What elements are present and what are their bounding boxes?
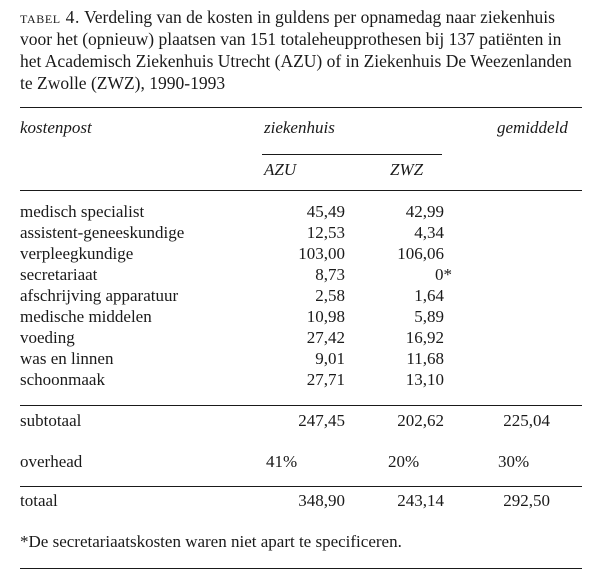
row-azu-value: 10,98 [306, 307, 345, 326]
overhead-label: overhead [20, 452, 83, 471]
row-azu-value: 27,42 [306, 328, 345, 347]
table-caption [20, 6, 582, 94]
overhead-zwz: 20% [388, 452, 420, 471]
row-azu-value: 9,01 [315, 349, 345, 368]
row-kostenpost: afschrijving apparatuur [20, 286, 179, 305]
header-azu: AZU [264, 160, 297, 179]
row-zwz-value: 0* [435, 265, 452, 284]
subtotal-gemiddeld: 225,04 [503, 411, 550, 430]
row-kostenpost: was en linnen [20, 349, 114, 368]
row-azu-value: 8,73 [315, 265, 345, 284]
table-row [20, 285, 582, 306]
bottom-rule [20, 568, 582, 569]
row-azu-value: 103,00 [298, 244, 345, 263]
total-gemiddeld: 292,50 [503, 491, 550, 510]
row-kostenpost: medische middelen [20, 307, 152, 326]
header-ziekenhuis: ziekenhuis [264, 118, 335, 137]
row-zwz-value: 42,99 [405, 202, 444, 221]
subtotal-azu: 247,45 [298, 411, 345, 430]
table-row [20, 369, 582, 390]
overhead-gemiddeld: 30% [498, 452, 530, 471]
table-row [20, 243, 582, 264]
total-azu: 348,90 [298, 491, 345, 510]
overhead-row [20, 451, 582, 472]
header-gemiddeld: gemiddeld [497, 118, 568, 137]
row-kostenpost: verpleegkundige [20, 244, 134, 263]
row-zwz-value: 106,06 [397, 244, 444, 263]
table-row [20, 222, 582, 243]
row-azu-value: 27,71 [306, 370, 345, 389]
overhead-azu: 41% [266, 452, 298, 471]
row-zwz-value: 1,64 [414, 286, 444, 305]
row-azu-value: 45,49 [306, 202, 345, 221]
row-zwz-value: 16,92 [405, 328, 444, 347]
subtotal-label: subtotaal [20, 411, 82, 430]
row-zwz-value: 13,10 [405, 370, 444, 389]
row-zwz-value: 4,34 [414, 223, 444, 242]
total-row [20, 490, 582, 511]
subtotal-rule [20, 405, 582, 406]
row-azu-value: 2,58 [315, 286, 345, 305]
subtotal-zwz: 202,62 [397, 411, 444, 430]
subtotal-row [20, 410, 582, 431]
total-zwz: 243,14 [397, 491, 444, 510]
row-kostenpost: medisch specialist [20, 202, 145, 221]
caption-text: Verdeling van de kosten in guldens per opnamedag naar ziekenhuis voor het (opnieuw) plaatsen van 151 totaleheupprothesen bij 137 patiënten in het Academisch Ziekenhuis Utrecht (AZU) of in Ziekenhuis De Weezenlanden te Zwolle (ZWZ), 1990-1993 [20, 7, 572, 93]
table-footnote: *De secretariaatskosten waren niet apart te specificeren. [20, 532, 402, 551]
ziekenhuis-sub-rule [262, 154, 442, 155]
row-kostenpost: secretariaat [20, 265, 98, 284]
header-rule [20, 190, 582, 191]
header-zwz: ZWZ [390, 160, 424, 179]
caption-label: tabel 4. [20, 7, 80, 27]
table-row [20, 201, 582, 222]
header-kostenpost: kostenpost [20, 118, 92, 137]
table-row [20, 306, 582, 327]
table-row [20, 348, 582, 369]
top-rule [20, 107, 582, 108]
table-row [20, 327, 582, 348]
row-zwz-value: 11,68 [406, 349, 444, 368]
row-kostenpost: schoonmaak [20, 370, 105, 389]
table-row [20, 264, 582, 285]
total-label: totaal [20, 491, 58, 510]
row-kostenpost: voeding [20, 328, 75, 347]
row-kostenpost: assistent-geneeskundige [20, 223, 185, 242]
total-rule [20, 486, 582, 487]
row-zwz-value: 5,89 [414, 307, 444, 326]
row-azu-value: 12,53 [306, 223, 345, 242]
